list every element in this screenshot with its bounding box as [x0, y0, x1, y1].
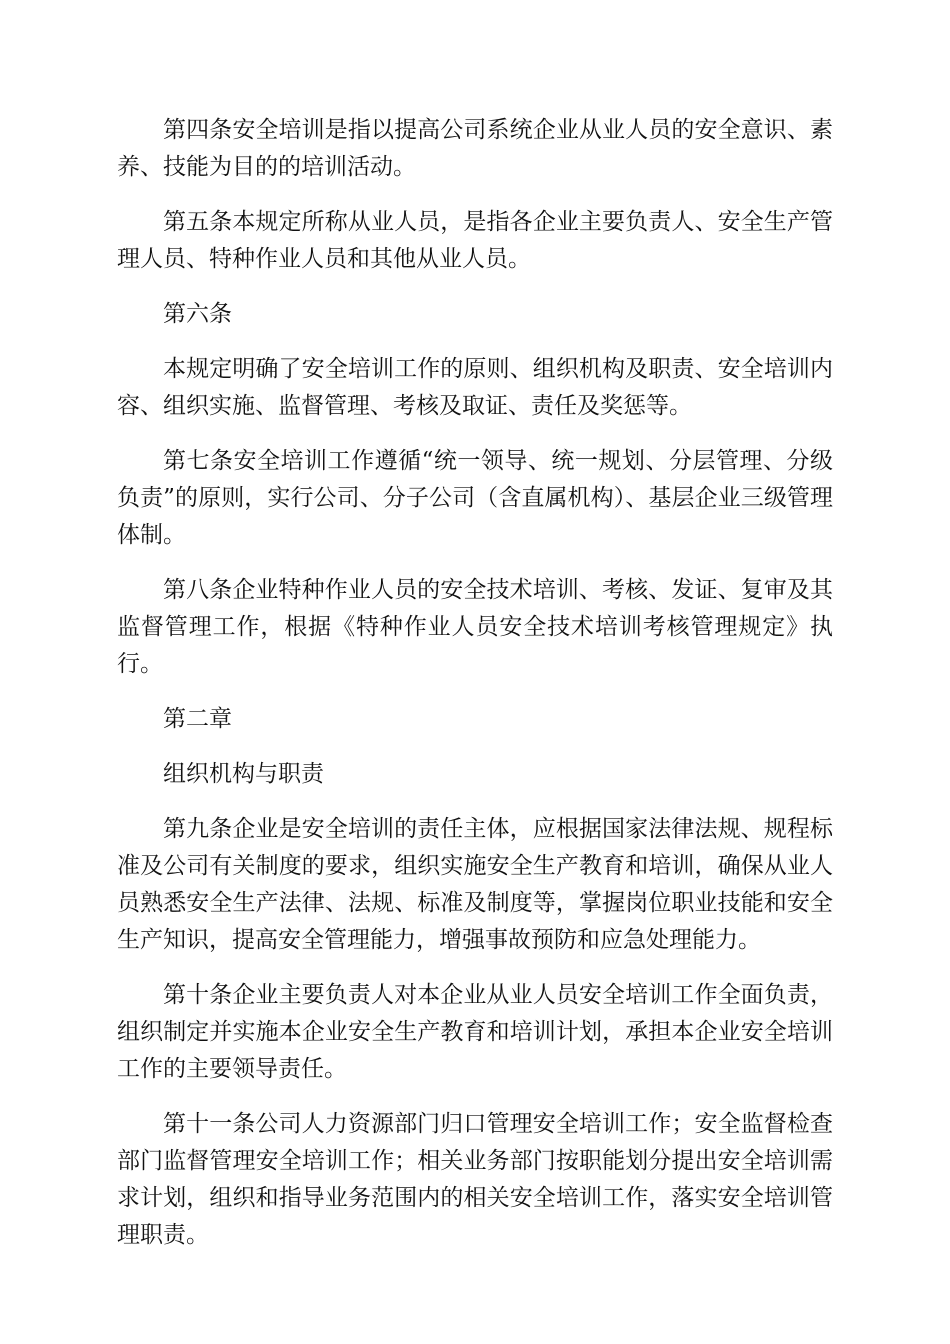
article-7-paragraph: 第七条安全培训工作遵循“统一领导、统一规划、分层管理、分级负责”的原则，实行公司、分子公司（含直属机构）、基层企业三级管理体制。: [117, 448, 833, 548]
article-6-heading: 第六条: [163, 301, 232, 327]
article-6-paragraph: 本规定明确了安全培训工作的原则、组织机构及职责、安全培训内容、组织实施、监督管理、考核及取证、责任及奖惩等。: [117, 356, 833, 419]
article-9-paragraph: 第九条企业是安全培训的责任主体，应根据国家法律法规、规程标准及公司有关制度的要求，组织实施安全生产教育和培训，确保从业人员熟悉安全生产法律、法规、标准及制度等，掌握岗位职业技能和安全生产知识，提高安全管理能力，增强事故预防和应急处理能力。: [117, 816, 833, 953]
article-11-paragraph: 第十一条公司人力资源部门归口管理安全培训工作；安全监督检查部门监督管理安全培训工作；相关业务部门按职能划分提出安全培训需求计划，组织和指导业务范围内的相关安全培训工作，落实安全培训管理职责。: [117, 1111, 833, 1248]
chapter-2-heading: 第二章: [163, 706, 232, 732]
document-body: [117, 112, 833, 1272]
article-4-paragraph: 第四条安全培训是指以提高公司系统企业从业人员的安全意识、素养、技能为目的的培训活动。: [117, 117, 833, 180]
article-8-paragraph: 第八条企业特种作业人员的安全技术培训、考核、发证、复审及其监督管理工作，根据《特种作业人员安全技术培训考核管理规定》执行。: [117, 577, 833, 677]
article-5-paragraph: 第五条本规定所称从业人员，是指各企业主要负责人、安全生产管理人员、特种作业人员和其他从业人员。: [117, 209, 833, 272]
article-10-paragraph: 第十条企业主要负责人对本企业从业人员安全培训工作全面负责，组织制定并实施本企业安全生产教育和培训计划，承担本企业安全培训工作的主要领导责任。: [117, 982, 833, 1082]
chapter-2-title: 组织机构与职责: [163, 761, 324, 787]
